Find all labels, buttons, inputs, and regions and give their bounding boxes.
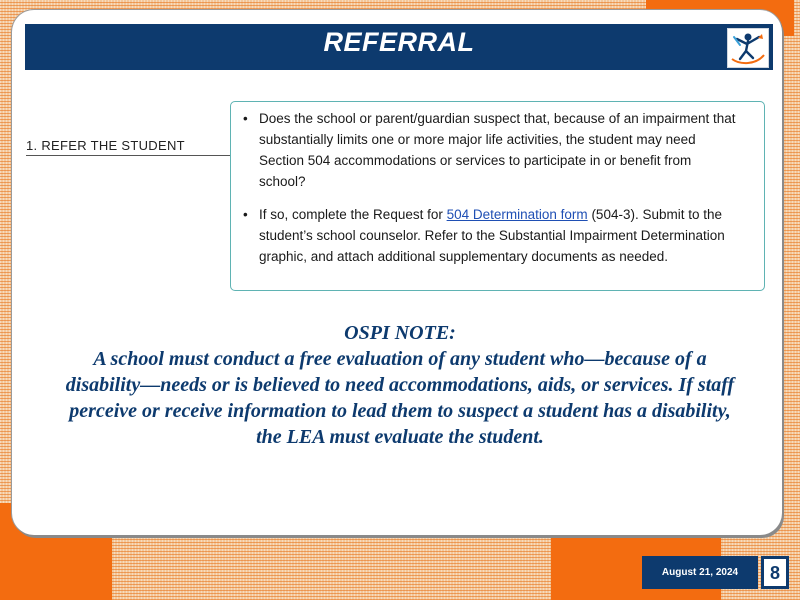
ospi-note — [60, 320, 740, 450]
bullet-text-after-link: (504-3). Submit to the student’s school counselor. Refer to the Substantial Impairment Determination graphic, and attach additional supplementary documents as needed. — [259, 207, 725, 264]
determination-form-link[interactable]: 504 Determination form — [446, 207, 588, 222]
bullet-dot-icon: • — [243, 207, 248, 222]
page-number: 8 — [761, 556, 789, 589]
ospi-figure-logo-icon — [727, 28, 769, 68]
note-body: A school must conduct a free evaluation of any student who—because of a disability—needs or is believed to need accommodations, aids, or services. If staff perceive or receive information to lead them to suspect a student has a disability, the LEA must evaluate the student. — [65, 348, 735, 448]
date-label: August 21, 2024 — [642, 556, 758, 589]
slide-title: REFERRAL — [323, 27, 475, 57]
title-bar — [25, 24, 773, 70]
bullet-text — [259, 204, 739, 267]
note-heading: OSPI NOTE: — [344, 322, 456, 344]
step-label: 1. REFER THE STUDENT — [26, 138, 185, 153]
bullet-text: Does the school or parent/guardian suspect that, because of an impairment that substantially limits one or more major life activities, the student may need Section 504 accommodations or services to participate in or benefit from school? — [259, 111, 736, 189]
referral-info-box — [230, 101, 765, 291]
step-connector-line — [26, 155, 232, 156]
bullet-dot-icon: • — [243, 111, 248, 126]
bullet-text-before-link: If so, complete the Request for — [259, 207, 447, 222]
